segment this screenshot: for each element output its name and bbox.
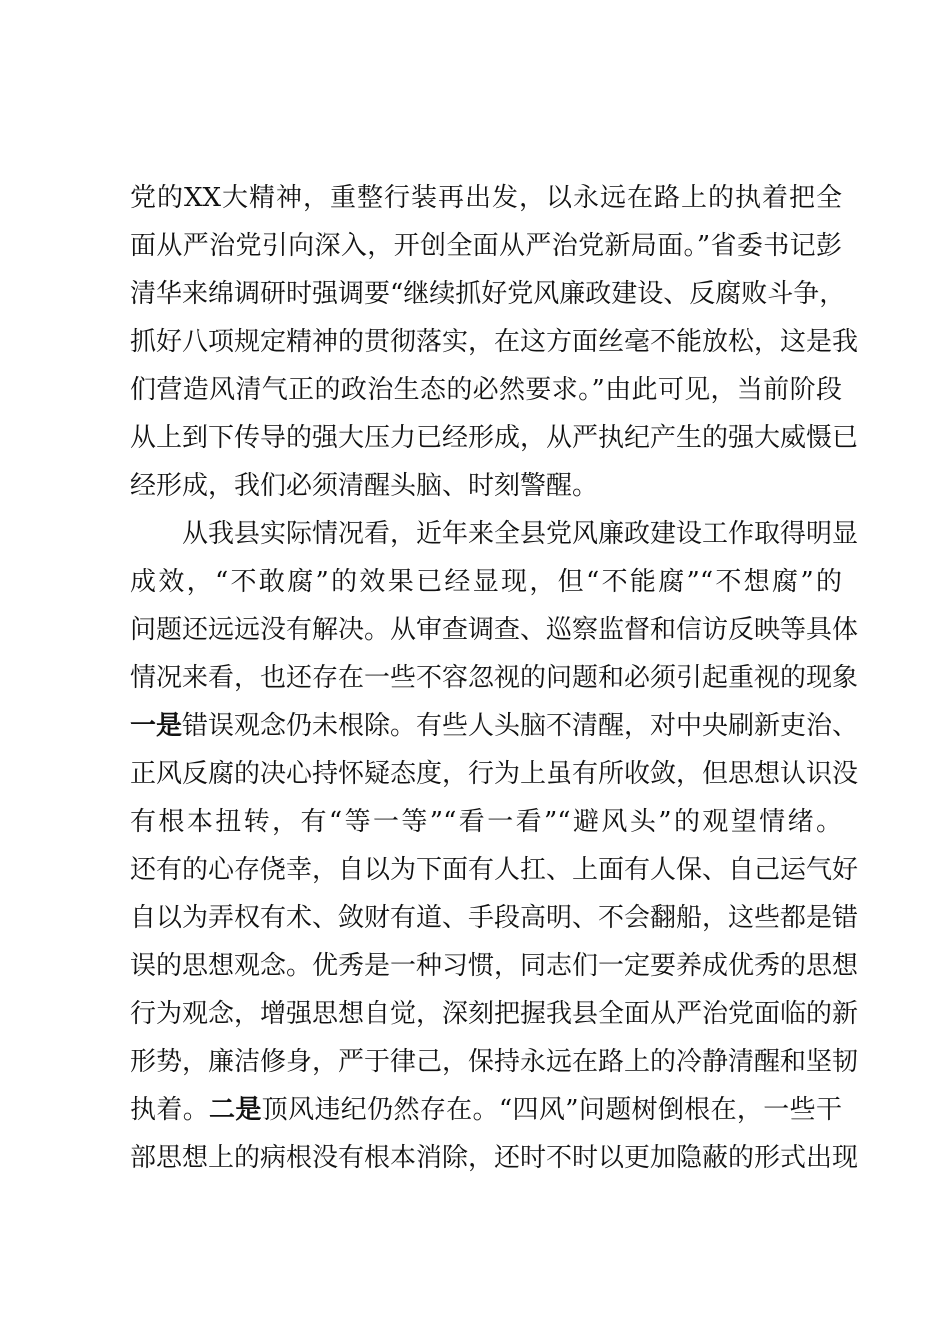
text-line-12 — [130, 704, 859, 748]
point-two-label: 二是 — [209, 1095, 262, 1125]
text-line-5: 们营造风清气正的政治生态的必然要求。”由此可见，当前阶段 — [130, 375, 842, 405]
point-one-label: 一是 — [130, 711, 183, 741]
point-two-lead: 执着。 — [130, 1095, 210, 1125]
point-two-text: 顶风违纪仍然存在。“四风”问题树倒根在，一些干 — [261, 1095, 842, 1125]
text-line-16: 自以为弄权有术、敛财有道、手段高明、不会翻船，这些都是错 — [130, 903, 859, 933]
text-line-7: 经形成，我们必须清醒头脑、时刻警醒。 — [130, 471, 599, 501]
text-line-2: 面从严治党引向深入，开创全面从严治党新局面。”省委书记彭 — [130, 231, 842, 261]
text-line-11: 情况来看，也还存在一些不容忽视的问题和必须引起重视的现象 — [130, 663, 859, 693]
text-line-17: 误的思想观念。优秀是一种习惯，同志们一定要养成优秀的思想 — [130, 951, 859, 981]
text-line-14: 有根本扭转，有“等一等”“看一看”“避风头”的观望情绪。 — [130, 807, 842, 837]
text-line-20 — [130, 1088, 842, 1132]
text-line-4: 抓好八项规定精神的贯彻落实，在这方面丝毫不能放松，这是我 — [130, 327, 859, 357]
text-line-10: 问题还远远没有解决。从审查调查、巡察监督和信访反映等具体 — [130, 615, 859, 645]
text-line-6: 从上到下传导的强大压力已经形成，从严执纪产生的强大威慑已 — [130, 423, 859, 453]
text-line-13: 正风反腐的决心持怀疑态度，行为上虽有所收敛，但思想认识没 — [130, 759, 859, 789]
text-line-9: 成效，“不敢腐”的效果已经显现，但“不能腐”“不想腐”的 — [130, 567, 842, 597]
text-line-18: 行为观念，增强思想自觉，深刻把握我县全面从严治党面临的新 — [130, 999, 859, 1029]
text-line-21: 部思想上的病根没有根本消除，还时不时以更加隐蔽的形式出现 — [130, 1143, 859, 1173]
text-line-1: 党的XX大精神，重整行装再出发，以永远在路上的执着把全 — [130, 183, 842, 213]
text-line-3: 清华来绵调研时强调要“继续抓好党风廉政建设、反腐败斗争， — [130, 279, 846, 309]
point-one-text: 错误观念仍未根除。有些人头脑不清醒，对中央刷新吏治、 — [182, 711, 859, 741]
text-line-8: 从我县实际情况看，近年来全县党风廉政建设工作取得明显 — [182, 519, 859, 549]
text-line-19: 形势，廉洁修身，严于律己，保持永远在路上的冷静清醒和坚韧 — [130, 1047, 859, 1077]
text-line-15: 还有的心存侥幸，自以为下面有人扛、上面有人保、自己运气好 — [130, 855, 859, 885]
